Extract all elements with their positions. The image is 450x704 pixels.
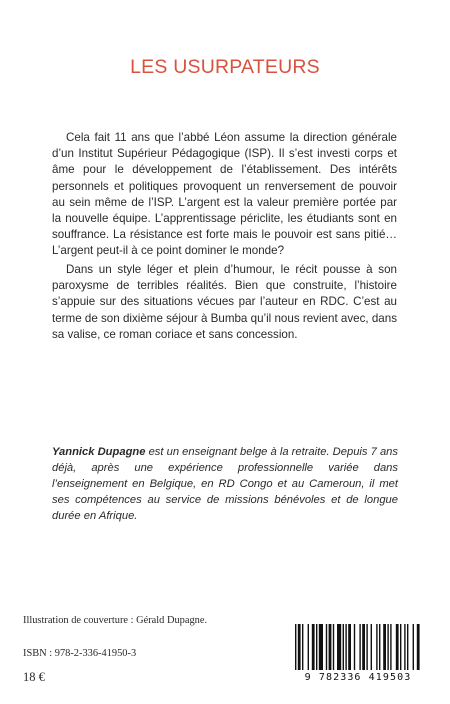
barcode-digits: 9 782336 419503 xyxy=(304,672,412,683)
barcode-bar xyxy=(379,624,380,670)
barcode-bar xyxy=(348,624,351,670)
barcode xyxy=(287,622,429,686)
barcode-bar xyxy=(366,624,367,670)
price: 18 € xyxy=(23,670,45,684)
barcode-bar xyxy=(383,624,386,670)
barcode-bar xyxy=(298,624,301,670)
barcode-bar xyxy=(371,624,372,670)
barcode-bar xyxy=(316,624,317,670)
barcode-bar xyxy=(400,624,401,670)
barcode-bar xyxy=(312,624,315,670)
barcode-bar xyxy=(295,624,296,670)
author-bio xyxy=(52,444,398,524)
barcode-bar xyxy=(308,624,309,670)
barcode-bars xyxy=(287,622,429,672)
barcode-bar xyxy=(354,624,355,670)
barcode-bar xyxy=(417,624,420,670)
barcode-bar xyxy=(396,624,399,670)
barcode-bar xyxy=(329,624,332,670)
barcode-bar xyxy=(326,624,327,670)
barcode-bar xyxy=(302,624,303,670)
barcode-bar xyxy=(404,624,405,670)
barcode-bar xyxy=(359,624,360,670)
author-name: Yannick Dupagne xyxy=(52,446,146,458)
barcode-bar xyxy=(343,624,344,670)
isbn: ISBN : 978-2-336-41950-3 xyxy=(23,648,137,659)
synopsis-paragraph-2: Dans un style léger et plein d’humour, le récit pousse à son paroxysme de terribles réalités. Bien que construite, l’histoire s’appuie sur des situations vécues par l’auteur en RDC. C’est au terme de son dixième séjour à Bumba qu’il nous revient avec, dans sa valise, ce roman coriace et sans concession. xyxy=(52,263,397,341)
barcode-bar xyxy=(390,624,391,670)
synopsis-paragraph-1: Cela fait 11 ans que l’abbé Léon assume la direction générale d’un Institut Supérieur Pédagogique (ISP). Il s’est investi corps et âme pour le développement de l’établissement. Des intérêts personnels et politiques provoquent un renversement de pouvoir au sein même de l’ISP. L’argent est la valeur première portée par la nouvelle équipe. L’apprentissage périclite, les étudiants sont en souffrance. La résistance est forte mais le pouvoir est sans pitié… L’argent peut-il à ce point dominer le monde? xyxy=(52,131,397,258)
illustration-credit: Illustration de couverture : Gérald Dupagne. xyxy=(23,615,208,626)
barcode-bar xyxy=(407,624,408,670)
barcode-bar xyxy=(345,624,346,670)
barcode-bar xyxy=(362,624,365,670)
book-title: LES USURPATEURS xyxy=(130,56,320,78)
barcode-bar xyxy=(319,624,323,670)
barcode-bar xyxy=(387,624,388,670)
barcode-bar xyxy=(376,624,377,670)
barcode-bar xyxy=(337,624,341,670)
barcode-bar xyxy=(333,624,334,670)
barcode-bar xyxy=(413,624,414,670)
author-bio-text: est un enseignant belge à la retraite. Depuis 7 ans déjà, après une expérience professionnelle variée dans l’enseignement en Belgique, en RD Congo et au Cameroun, il met ses compétences au service de missions bénévoles et de longue durée en Afrique. xyxy=(52,446,398,522)
